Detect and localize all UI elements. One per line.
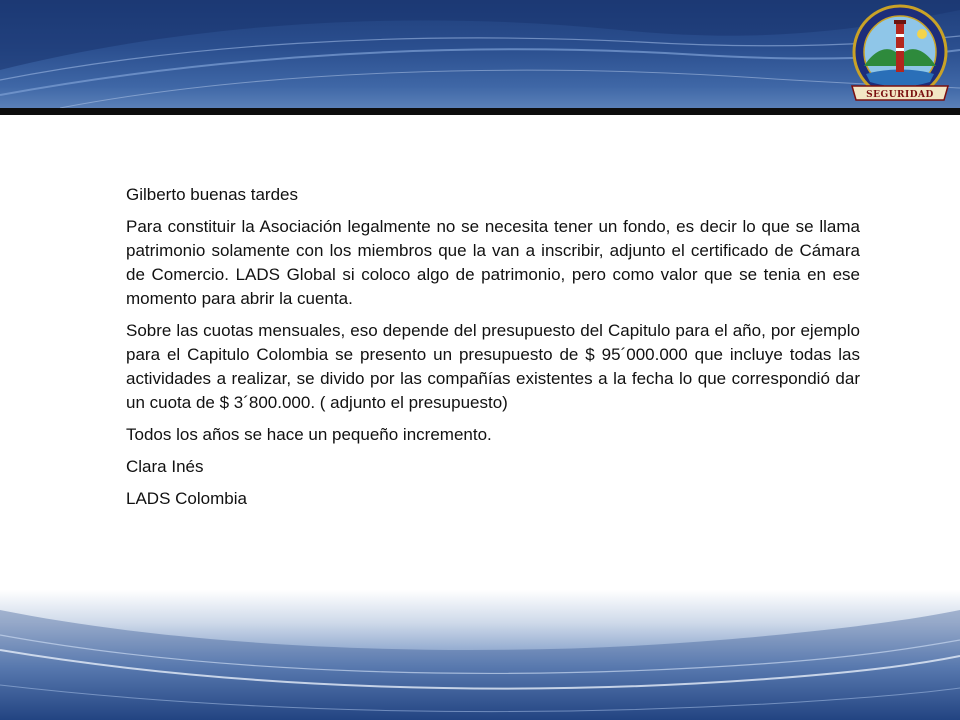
paragraph-fund: Para constituir la Asociación legalmente no se necesita tener un fondo, es decir lo que se llama patrimonio solamente con los miembros que la van a inscribir, adjunto el certificado de Cámara de Comercio. LADS Global si coloco algo de patrimonio, pero como valor que se tenia en ese momento para abrir la cuenta.	[126, 217, 860, 308]
seal-banner-text: SEGURIDAD	[866, 90, 934, 100]
paragraph-increment: Todos los años se hace un pequeño incremento.	[126, 425, 492, 444]
greeting: Gilberto buenas tardes	[126, 185, 298, 204]
paragraph-fees: Sobre las cuotas mensuales, eso depende del presupuesto del Capitulo para el año, por ejemplo para el Capitulo Colombia se presento un presupuesto de $ 95´000.000 que incluye todas las actividades a realizar, se divido por las compañías existentes a la fecha lo que correspondió dar un cuota de $ 3´800.000. ( adjunto el presupuesto)	[126, 321, 860, 412]
security-seal-icon	[846, 4, 954, 108]
signature-name: Clara Inés	[126, 457, 204, 476]
footer-wave-decoration	[0, 590, 960, 720]
signature-organization: LADS Colombia	[126, 489, 247, 508]
letter-body	[126, 183, 860, 519]
header-wave-decoration	[0, 0, 960, 108]
header-band	[0, 0, 960, 108]
security-seal-logo	[846, 4, 954, 108]
header-divider	[0, 108, 960, 115]
footer-band	[0, 590, 960, 720]
